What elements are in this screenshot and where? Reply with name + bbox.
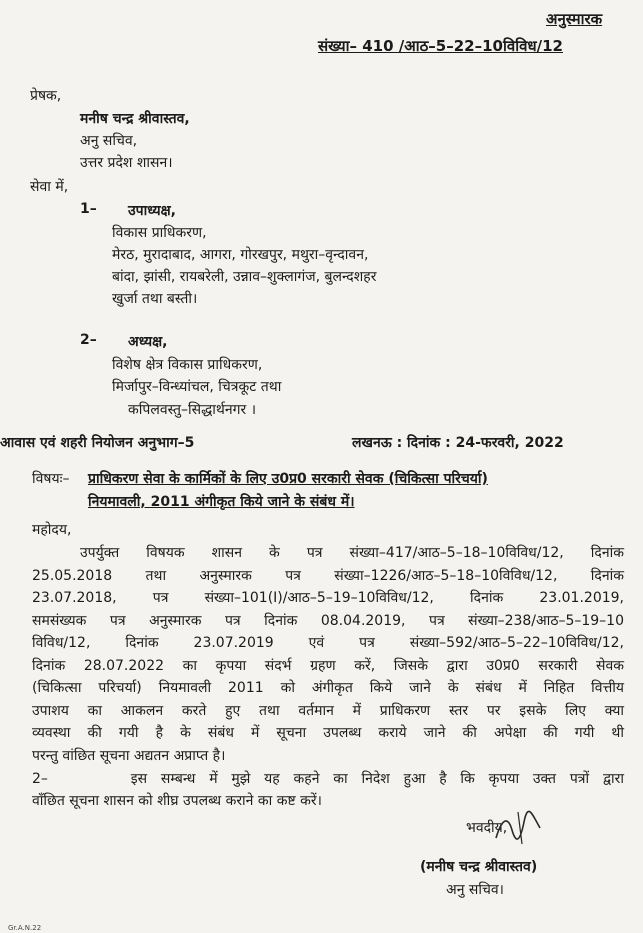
department: आवास एवं शहरी नियोजन अनुभाग–5 xyxy=(0,435,195,451)
recipient-1-line: खुर्जा तथा बस्ती। xyxy=(112,291,198,307)
paragraph-2-line: 2– इस सम्बन्ध में मुझे यह कहने का निदेश हुआ है कि कृपया उक्त पत्रों द्वारा xyxy=(32,771,624,787)
signatory-name: (मनीष चन्द्र श्रीवास्तव) xyxy=(420,859,538,875)
sender-designation: अनु सचिव, xyxy=(80,133,138,149)
paragraph-line: उपाशय का आकलन करते हुए तथा वर्तमान में प्राधिकरण स्तर पर इसके लिए क्या xyxy=(32,703,624,719)
footer-code: Gr.A.N.22 xyxy=(8,924,42,932)
paragraph-line: 25.05.2018 तथा अनुस्मारक पत्र संख्या–1226/आठ–5–18–10विविध/12, दिनांक xyxy=(32,568,624,584)
signatory-designation: अनु सचिव। xyxy=(446,882,504,898)
paragraph-line: (चिकित्सा परिचर्या) नियमावली 2011 को अंगीकृत किये जाने के संबंध में निहित वित्तीय xyxy=(32,680,624,696)
memo-label: अनुस्मारक xyxy=(546,10,603,28)
recipient-1-line: मेरठ, मुरादाबाद, आगरा, गोरखपुर, मथुरा–वृन्दावन, xyxy=(112,247,369,263)
paragraph-2-line: वाँछित सूचना शासन को शीघ्र उपलब्ध कराने का कष्ट करें। xyxy=(32,793,322,809)
subject-label: विषयः– xyxy=(32,471,70,487)
recipient-1-line: बांदा, झांसी, रायबरेली, उन्नाव–शुक्लागंज, बुलन्दशहर xyxy=(112,269,377,285)
recipient-1-number: 1– xyxy=(80,201,97,217)
yours-faithfully: भवदीय, xyxy=(466,820,508,836)
sender-org: उत्तर प्रदेश शासन। xyxy=(80,155,173,171)
recipient-2-line: कपिलवस्तु–सिद्धार्थनगर । xyxy=(128,402,257,418)
salutation: महोदय, xyxy=(32,522,72,538)
paragraph-line: दिनांक 28.07.2022 का कृपया संदर्भ ग्रहण करें, जिसके द्वारा उ0प्र0 सरकारी सेवक xyxy=(32,658,624,674)
sender-name: मनीष चन्द्र श्रीवास्तव, xyxy=(80,111,190,127)
reference-number: संख्या– 410 /आठ–5–22–10विविध/12 xyxy=(318,37,563,55)
subject-line-2: नियमावली, 2011 अंगीकृत किये जाने के संबंध में। xyxy=(88,494,355,510)
paragraph-line: विविध/12, दिनांक 23.07.2019 एवं पत्र संख्या–592/आठ–5–22–10विविध/12, xyxy=(32,635,624,651)
sender-label: प्रेषक, xyxy=(30,88,62,104)
recipient-2-title: अध्यक्ष, xyxy=(128,334,168,350)
paragraph-line: परन्तु वांछित सूचना अद्यतन अप्राप्त है। xyxy=(32,748,226,764)
recipients-label: सेवा में, xyxy=(30,179,69,195)
paragraph-line: 23.07.2018, पत्र संख्या–101(I)/आठ–5–19–10विविध/12, दिनांक 23.01.2019, xyxy=(32,590,624,606)
recipient-2-number: 2– xyxy=(80,332,97,348)
subject-line-1: प्राधिकरण सेवा के कार्मिकों के लिए उ0प्र0 सरकारी सेवक (चिकित्सा परिचर्या) xyxy=(88,471,488,487)
paragraph-line: उपर्युक्त विषयक शासन के पत्र संख्या–417/आठ–5–18–10विविध/12, दिनांक xyxy=(80,545,624,561)
recipient-2-line: विशेष क्षेत्र विकास प्राधिकरण, xyxy=(112,357,263,373)
paragraph-line: समसंख्यक पत्र अनुस्मारक पत्र दिनांक 08.04.2019, पत्र संख्या–238/आठ–5–19–10 xyxy=(32,613,624,629)
place-date: लखनऊ : दिनांक : 24-फरवरी, 2022 xyxy=(352,435,564,451)
recipient-1-title: उपाध्यक्ष, xyxy=(128,203,176,219)
signature-mark xyxy=(488,808,548,848)
recipient-2-line: मिर्जापुर–विन्ध्यांचल, चित्रकूट तथा xyxy=(112,379,282,395)
recipient-1-line: विकास प्राधिकरण, xyxy=(112,225,207,241)
paragraph-line: व्यवस्था की गयी है के संबंध में सूचना उपलब्ध कराये जाने की अपेक्षा की गयी थी xyxy=(32,725,624,741)
